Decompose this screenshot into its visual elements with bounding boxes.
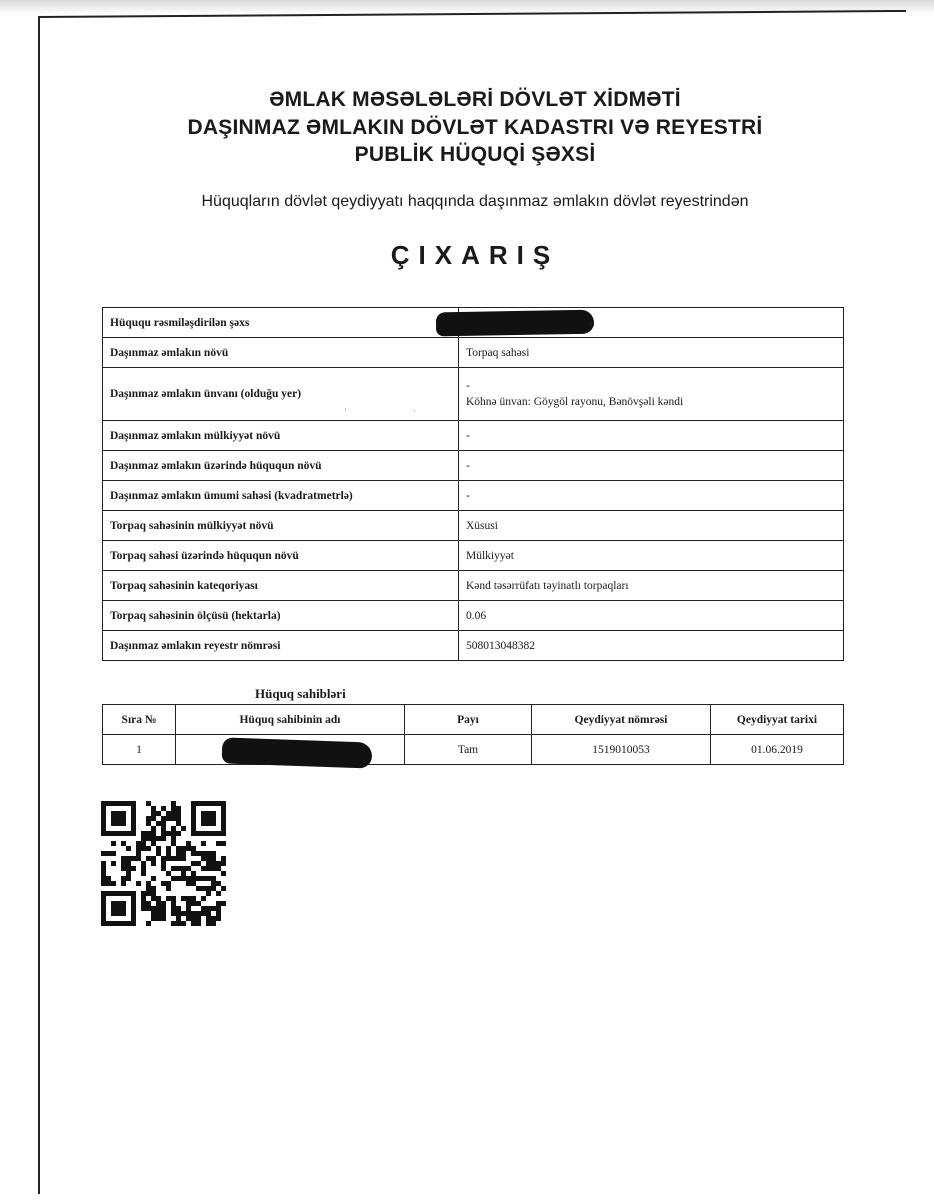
scan-speck: ' <box>345 407 347 416</box>
property-value: 0.06 <box>459 601 844 631</box>
property-label: Torpaq sahəsinin kateqoriyası <box>103 571 459 601</box>
header-line-2: DAŞINMAZ ƏMLAKIN DÖVLƏT KADASTRI VƏ REYESTRİ <box>187 116 763 139</box>
table-row <box>103 601 844 631</box>
owner-no: 1 <box>103 735 176 765</box>
property-label: Daşınmaz əmlakın növü <box>103 338 459 368</box>
property-label: Torpaq sahəsi üzərində hüququn növü <box>103 541 459 571</box>
col-header-share: Payı <box>405 705 532 735</box>
property-label: Hüququ rəsmiləşdirilən şəxs <box>103 308 459 338</box>
table-row <box>103 368 844 421</box>
property-label: Daşınmaz əmlakın ünvanı (olduğu yer) <box>103 368 459 421</box>
owners-table <box>102 704 844 765</box>
property-value: Kənd təsərrüfatı təyinatlı torpaqları <box>459 571 844 601</box>
table-row <box>103 541 844 571</box>
scan-speck: · <box>413 407 416 416</box>
document-subtitle: Hüquqların dövlət qeydiyyatı haqqında daşınmaz əmlakın dövlət reyestrindən <box>201 193 749 210</box>
owner-share: Tam <box>405 735 532 765</box>
owner-reg-date: 01.06.2019 <box>711 735 844 765</box>
property-value: 508013048382 <box>459 631 844 661</box>
property-label: Daşınmaz əmlakın üzərində hüququn növü <box>103 451 459 481</box>
header-line-3: PUBLİK HÜQUQİ ŞƏXSİ <box>354 143 596 166</box>
redaction-tail: a <box>590 318 595 329</box>
table-row <box>103 451 844 481</box>
old-address-value: Köhnə ünvan: Göygöl rayonu, Bənövşəli kəndi <box>466 396 684 408</box>
property-value: Torpaq sahəsi <box>459 338 844 368</box>
property-value: - <box>466 380 470 392</box>
property-value: Mülkiyyət <box>459 541 844 571</box>
property-value: - <box>459 451 844 481</box>
property-label: Daşınmaz əmlakın ümumi sahəsi (kvadratmetrlə) <box>103 481 459 511</box>
table-row <box>103 511 844 541</box>
property-value: - <box>459 421 844 451</box>
col-header-reg-number: Qeydiyyat nömrəsi <box>532 705 711 735</box>
property-label: Torpaq sahəsinin ölçüsü (hektarla) <box>103 601 459 631</box>
property-label: Daşınmaz əmlakın mülkiyyət növü <box>103 421 459 451</box>
property-label: Torpaq sahəsinin mülkiyyət növü <box>103 511 459 541</box>
table-header-row <box>103 705 844 735</box>
header-line-1: ƏMLAK MƏSƏLƏLƏRİ DÖVLƏT XİDMƏTİ <box>269 88 681 111</box>
redaction-mark-holder <box>436 310 594 337</box>
col-header-no: Sıra № <box>103 705 176 735</box>
owners-caption: Hüquq sahibləri <box>255 686 346 701</box>
property-label: Daşınmaz əmlakın reyestr nömrəsi <box>103 631 459 661</box>
table-row <box>103 481 844 511</box>
document-title: ÇIXARIŞ <box>390 240 560 270</box>
qr-code-icon <box>101 801 226 926</box>
table-row <box>103 735 844 765</box>
property-value-cell <box>459 368 844 421</box>
col-header-reg-date: Qeydiyyat tarixi <box>711 705 844 735</box>
col-header-name: Hüquq sahibinin adı <box>176 705 405 735</box>
property-table <box>102 307 844 661</box>
property-value: Xüsusi <box>459 511 844 541</box>
paper-edge-left <box>38 18 40 1194</box>
table-row <box>103 571 844 601</box>
redaction-mark-owner <box>222 737 373 768</box>
table-row <box>103 421 844 451</box>
owner-reg-number: 1519010053 <box>532 735 711 765</box>
property-value: - <box>459 481 844 511</box>
table-row <box>103 631 844 661</box>
table-row <box>103 338 844 368</box>
